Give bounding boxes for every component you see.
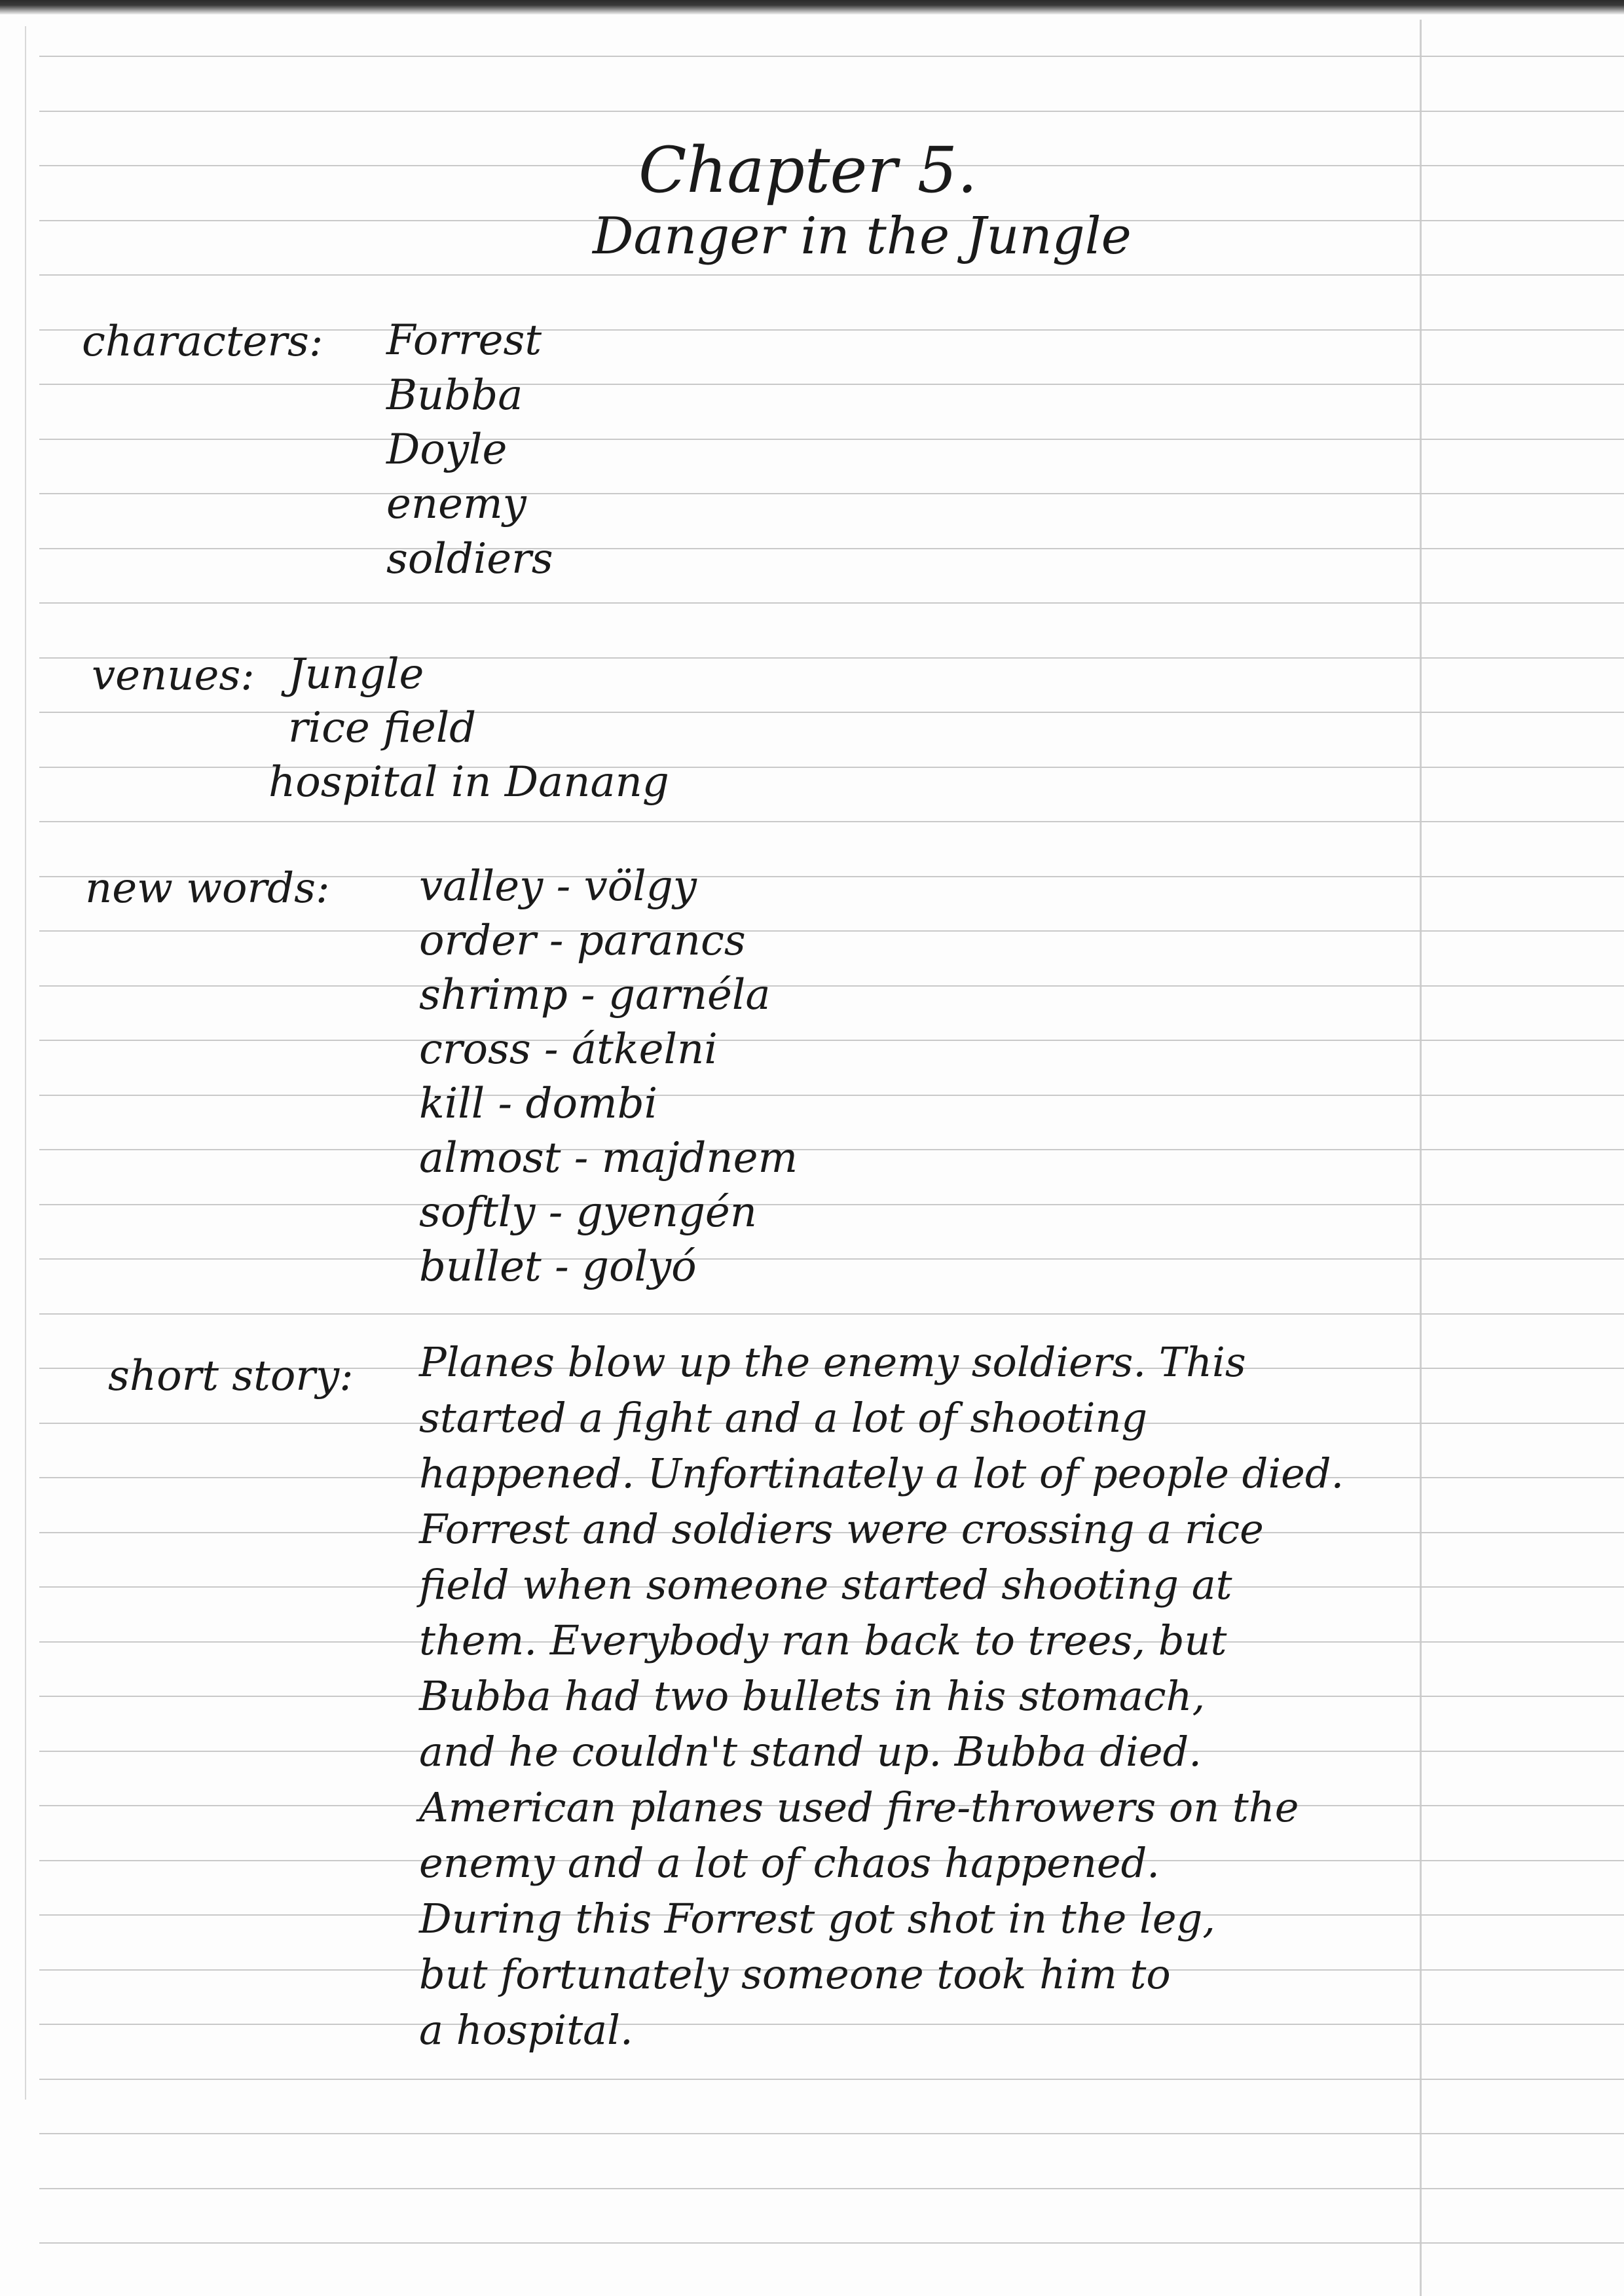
ruled-line [39, 1313, 1624, 1315]
story-line: During this Forrest got shot in the leg, [419, 1895, 1215, 1942]
ruled-line [39, 1204, 1624, 1205]
ruled-line [39, 821, 1624, 822]
ruled-line [39, 2188, 1624, 2189]
character-item: Bubba [386, 371, 523, 420]
story-line: and he couldn't stand up. Bubba died. [419, 1728, 1202, 1776]
venue-item: hospital in Danang [268, 758, 669, 807]
ruled-line [39, 2242, 1624, 2244]
story-line: them. Everybody ran back to trees, but [419, 1616, 1227, 1664]
ruled-line [39, 1040, 1624, 1041]
ruled-line [39, 1095, 1624, 1096]
ruled-line [39, 985, 1624, 987]
ruled-line [39, 930, 1624, 932]
story-line: Forrest and soldiers were crossing a rice [419, 1505, 1264, 1553]
ruled-line [39, 1149, 1624, 1150]
word-item: order - parancs [419, 917, 746, 965]
page-subtitle: Danger in the Jungle [593, 207, 1132, 266]
story-line: started a fight and a lot of shooting [419, 1394, 1148, 1442]
story-line: Planes blow up the enemy soldiers. This [419, 1338, 1246, 1386]
short-story-label: short story: [108, 1352, 354, 1400]
story-line: happened. Unfortinately a lot of people died. [419, 1449, 1344, 1497]
page-title: Chapter 5. [638, 134, 978, 207]
ruled-line [39, 2079, 1624, 2080]
word-item: shrimp - garnéla [419, 971, 771, 1019]
story-line: enemy and a lot of chaos happened. [419, 1839, 1160, 1887]
character-item: enemy [386, 480, 526, 528]
ruled-line [39, 56, 1624, 57]
ruled-line [39, 384, 1624, 385]
ruled-line [39, 2133, 1624, 2134]
ruled-line [39, 274, 1624, 276]
ruled-line [39, 712, 1624, 713]
character-item: soldiers [386, 535, 553, 583]
story-line: field when someone started shooting at [419, 1561, 1232, 1609]
character-item: Doyle [386, 426, 507, 474]
ruled-line [39, 657, 1624, 659]
margin-line [1420, 20, 1422, 2296]
characters-label: characters: [82, 318, 323, 366]
story-line: but fortunately someone took him to [419, 1950, 1171, 1998]
ruled-line [39, 111, 1624, 112]
word-item: valley - völgy [419, 862, 697, 911]
character-item: Forrest [386, 316, 542, 365]
venue-item: rice field [288, 704, 477, 752]
word-item: bullet - golyó [419, 1243, 697, 1291]
ruled-line [39, 602, 1624, 604]
story-line: American planes used fire-throwers on the [419, 1783, 1299, 1831]
ruled-line [39, 493, 1624, 494]
new-words-label: new words: [85, 864, 330, 913]
ruled-line [39, 1258, 1624, 1260]
ruled-line [39, 2024, 1624, 2025]
ruled-line [39, 439, 1624, 440]
venues-label: venues: [92, 651, 255, 700]
word-item: softly - gyengén [419, 1188, 757, 1237]
scanner-edge [0, 0, 1624, 14]
word-item: almost - majdnem [419, 1134, 798, 1182]
story-line: a hospital. [419, 2006, 633, 2054]
story-line: Bubba had two bullets in his stomach, [419, 1672, 1206, 1720]
word-item: kill - dombi [419, 1080, 658, 1128]
ruled-line [39, 548, 1624, 549]
fold-line [25, 26, 26, 2100]
venue-item: Jungle [288, 650, 424, 699]
word-item: cross - átkelni [419, 1025, 718, 1074]
